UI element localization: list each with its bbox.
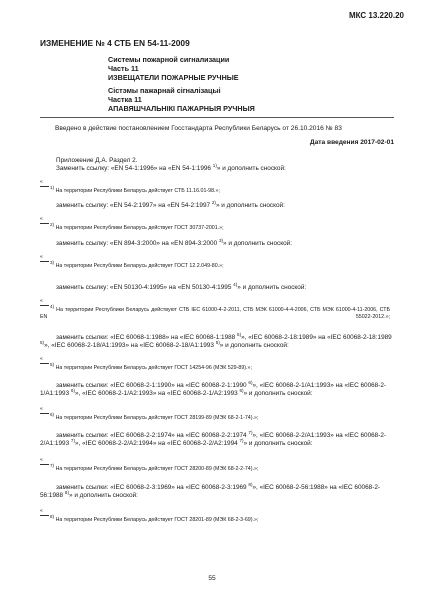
amendment-paragraph: заменить ссылки: «IEC 60068-1:1988» на «IEC 60068-1:1988 $^{5)}$», «IEC 60068-2-18:1989» на «IEC 60068-2-18:1989 $^{5)}$», «IEC 60068-2-18/A1:1993» на «IEC 60068-2-18/A1:1993 $^{5)}$» и дополнить сноской: xyxy=(40,332,392,349)
annex-reference: Приложение Д.А. Раздел 2. xyxy=(56,157,138,164)
title-ru-line-2: Часть 11 xyxy=(108,64,139,73)
footnote-rule xyxy=(40,261,49,262)
footnote: $^{2)}$ На территории Республики Беларусь действует ГОСТ 30737-2001.»; xyxy=(50,222,224,231)
divider-rule xyxy=(40,117,394,118)
amendment-paragraph: Заменить ссылку: «EN 54-1:1996» на «EN 54-1:1996 $^{1)}$» и дополнить сноской: xyxy=(56,163,286,172)
page-number: 55 xyxy=(208,575,216,582)
intro-text: Введено в действие постановлением Госстандарта Республики Беларусь от 26.10.2016 № 83 xyxy=(55,125,342,132)
footnote-rule xyxy=(40,305,49,306)
amendment-paragraph: заменить ссылку: «EN 54-2:1997» на «EN 54-2:1997 $^{2)}$» и дополнить сноской: xyxy=(56,200,285,209)
footnote: $^{4)}$ На территории Республики Беларусь действуют СТБ IEC 61000-4-2-2011, СТБ МЭК 61000-4-4-2006, СТБ МЭК 61000-4-11-2006, СТБ EN 55022-2012.»; xyxy=(40,304,390,320)
title-ru-line-3: ИЗВЕЩАТЕЛИ ПОЖАРНЫЕ РУЧНЫЕ xyxy=(108,73,239,82)
amendment-title: ИЗМЕНЕНИЕ № 4 СТБ EN 54-11-2009 xyxy=(40,38,190,48)
effective-date: Дата введения 2017-02-01 xyxy=(309,139,394,146)
title-by-line-3: АПАВЯШЧАЛЬНІКІ ПАЖАРНЫЯ РУЧНЫЯ xyxy=(108,104,255,113)
footnote-rule xyxy=(40,186,49,187)
footnote-quote-mark: « xyxy=(40,356,43,362)
footnote-rule xyxy=(40,515,49,516)
footnote-quote-mark: « xyxy=(40,254,43,260)
amendment-paragraph: заменить ссылки: «IEC 60068-2-3:1969» на «IEC 60068-2-3:1969 $^{8)}$», «IEC 60068-2-56:1988» на «IEC 60068-2-56:1988 $^{8)}$» и дополнить сноской: xyxy=(40,482,381,499)
classification-code: МКС 13.220.20 xyxy=(348,11,404,20)
footnote: $^{8)}$ На территории Республики Беларусь действует ГОСТ 28201-89 (МЭК 68-2-3-69).»; xyxy=(50,514,259,523)
title-ru-line-1: Системы пожарной сигнализации xyxy=(108,55,230,64)
amendment-paragraph: заменить ссылку: «EN 50130-4:1995» на «EN 50130-4:1995 $^{4)}$» и дополнить сноской: xyxy=(56,282,307,291)
footnote: $^{3)}$ На территории Республики Беларусь действует ГОСТ 12.2.049-80.»; xyxy=(50,260,224,269)
footnote-quote-mark: « xyxy=(40,179,43,185)
footnote-rule xyxy=(40,413,49,414)
footnote-quote-mark: « xyxy=(40,508,43,514)
title-by-line-2: Частка 11 xyxy=(108,95,142,104)
footnote: $^{1)}$ На территории Республики Беларусь действует СТБ 11.16.01-98.»; xyxy=(50,185,220,194)
amendment-paragraph: заменить ссылку: «EN 894-3:2000» на «EN 894-3:2000 $^{3)}$» и дополнить сноской: xyxy=(56,238,292,247)
footnote-quote-mark: « xyxy=(40,406,43,412)
footnote: $^{6)}$ На территории Республики Беларусь действует ГОСТ 28199-89 (МЭК 68-2-1-74).»; xyxy=(50,412,259,421)
amendment-paragraph: заменить ссылки: «IEC 60068-2-1:1990» на «IEC 60068-2-1:1990 $^{6)}$», «IEC 60068-2-1/A1:1993» на «IEC 60068-2-1/A1:1993 $^{6)}$», «IEC 60068-2-1/A2:1993» на «IEC 60068-2-1/A2:1993 $^{6)}$» и дополнить сноской: xyxy=(40,380,387,397)
footnote-quote-mark: « xyxy=(40,457,43,463)
amendment-paragraph: заменить ссылки: «IEC 60068-2-2:1974» на «IEC 60068-2-2:1974 $^{7)}$», «IEC 60068-2-2/A1:1993» на «IEC 60068-2-2/A1:1993 $^{7)}$», «IEC 60068-2-2/A2:1994» на «IEC 60068-2-2/A2:1994 $^{7)}$» и дополнить сноской: xyxy=(40,430,387,447)
footnote-rule xyxy=(40,363,49,364)
footnote-quote-mark: « xyxy=(40,216,43,222)
footnote-quote-mark: « xyxy=(40,298,43,304)
footnote-rule xyxy=(40,223,49,224)
title-by-line-1: Сістэмы пажарнай сігналізацыі xyxy=(108,86,221,95)
footnote-rule xyxy=(40,464,49,465)
footnote: $^{5)}$ На территории Республики Беларусь действует ГОСТ 14254-96 (МЭК 529-89).»; xyxy=(50,362,252,371)
footnote: $^{7)}$ На территории Республики Беларусь действует ГОСТ 28200-89 (МЭК 68-2-2-74).»; xyxy=(50,463,259,472)
